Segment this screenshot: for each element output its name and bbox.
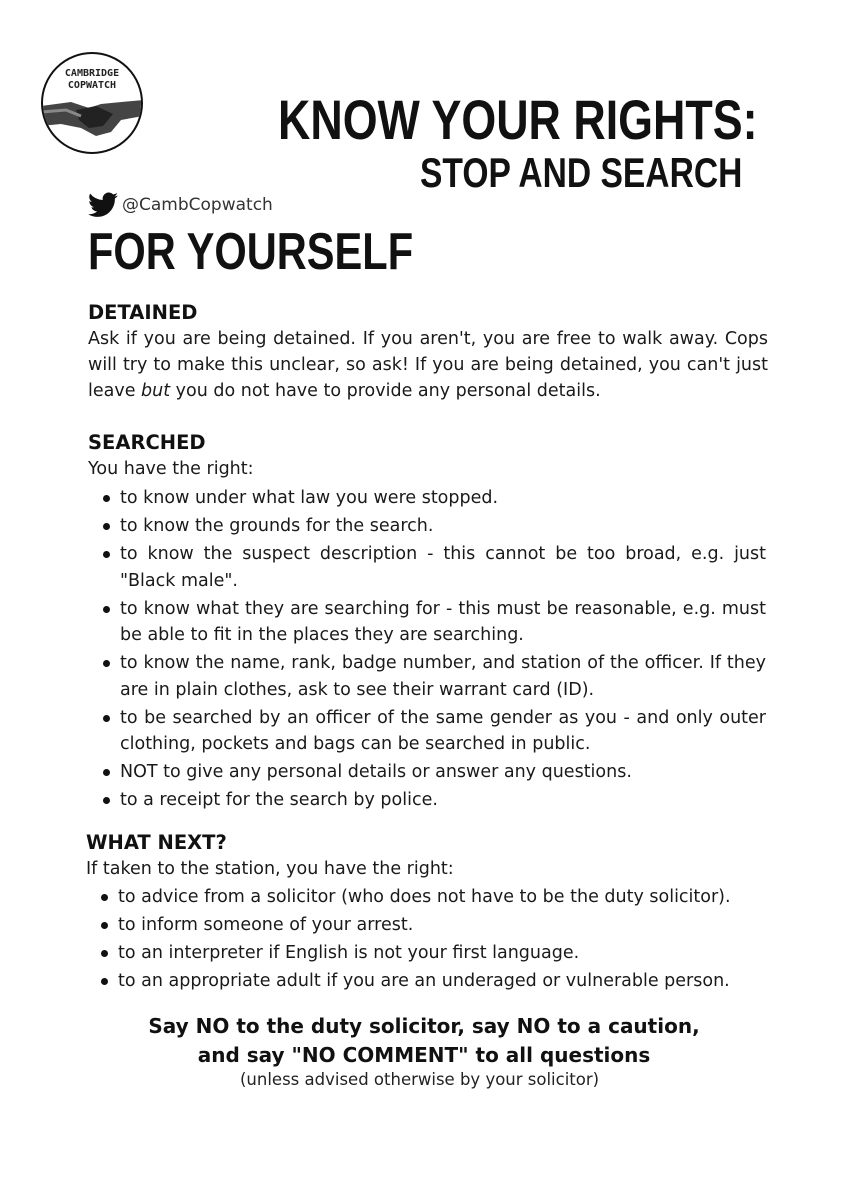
logo-line-2: COPWATCH bbox=[67, 80, 117, 91]
handshake-icon bbox=[41, 98, 143, 138]
what-next-rights-list bbox=[86, 884, 786, 995]
detained-text-part: you do not have to provide any personal details. bbox=[170, 381, 601, 401]
logo-line-1: CAMBRIDGE bbox=[64, 68, 120, 79]
closing-line-2: and say "NO COMMENT" to all questions bbox=[197, 1043, 651, 1067]
closing-advice bbox=[0, 1012, 848, 1070]
what-next-intro: If taken to the station, you have the right: bbox=[86, 859, 454, 879]
what-next-section bbox=[86, 830, 786, 996]
cambridge-copwatch-logo bbox=[41, 52, 143, 154]
list-item: to know the suspect description - this cannot be too broad, e.g. just "Black male". bbox=[88, 541, 766, 594]
list-item: NOT to give any personal details or answer any questions. bbox=[88, 759, 766, 786]
detained-text bbox=[88, 326, 768, 404]
detained-heading: DETAINED bbox=[88, 301, 198, 324]
list-item: to an interpreter if English is not your first language. bbox=[86, 940, 786, 967]
subtitle: STOP AND SEARCH bbox=[420, 149, 743, 196]
searched-rights-list bbox=[88, 485, 766, 814]
detained-text-part: Ask if you are being detained. If you aren't, you are free to walk away. Cops will try to make this unclear, so ask! If you are being detained, you can't just leave bbox=[88, 329, 768, 401]
list-item: to advice from a solicitor (who does not have to be the duty solicitor). bbox=[86, 884, 786, 911]
twitter-handle: @CambCopwatch bbox=[122, 195, 273, 215]
twitter-bird-icon bbox=[88, 192, 118, 218]
searched-intro: You have the right: bbox=[88, 459, 254, 479]
twitter-handle-row bbox=[88, 192, 273, 218]
list-item: to know the grounds for the search. bbox=[88, 513, 766, 540]
main-title: KNOW YOUR RIGHTS: bbox=[278, 88, 758, 151]
list-item: to inform someone of your arrest. bbox=[86, 912, 786, 939]
searched-section bbox=[88, 430, 766, 815]
closing-note: (unless advised otherwise by your solicitor) bbox=[240, 1070, 600, 1089]
list-item: to know under what law you were stopped. bbox=[88, 485, 766, 512]
section-title: FOR YOURSELF bbox=[88, 223, 414, 281]
what-next-heading: WHAT NEXT? bbox=[86, 831, 227, 854]
closing-line-1: Say NO to the duty solicitor, say NO to a caution, bbox=[148, 1014, 700, 1038]
list-item: to be searched by an officer of the same gender as you - and only outer clothing, pockets and bags can be searched in public. bbox=[88, 705, 766, 758]
list-item: to know the name, rank, badge number, and station of the officer. If they are in plain clothes, ask to see their warrant card (ID). bbox=[88, 650, 766, 703]
detained-emphasis: but bbox=[141, 381, 171, 401]
detained-section bbox=[88, 300, 768, 404]
searched-heading: SEARCHED bbox=[88, 431, 206, 454]
list-item: to know what they are searching for - this must be reasonable, e.g. must be able to fit in the places they are searching. bbox=[88, 596, 766, 649]
list-item: to an appropriate adult if you are an underaged or vulnerable person. bbox=[86, 968, 786, 995]
list-item: to a receipt for the search by police. bbox=[88, 787, 766, 814]
